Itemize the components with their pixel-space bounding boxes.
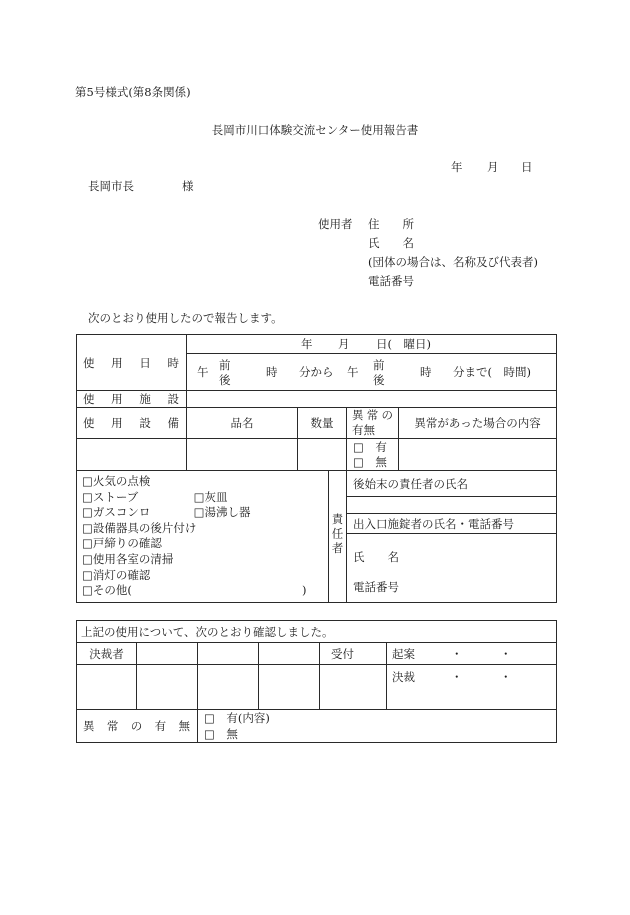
locker-label: 出入口施錠者の氏名・電話番号 — [347, 514, 557, 534]
abnormal-header: 異常の有無 — [347, 408, 399, 439]
abnormal-no-option: □ 無 — [353, 454, 387, 469]
user-label: 使用者 — [318, 217, 353, 231]
reception-stamp-cell — [320, 665, 387, 710]
quantity-header: 数量 — [298, 408, 347, 439]
user-name-label: 氏 名 — [368, 236, 414, 250]
usage-date-year: 年 — [301, 337, 313, 351]
abnormal-yes-option: □ 有 — [353, 439, 387, 454]
checklist-line — [82, 552, 328, 568]
drafted-separator: ・ — [500, 647, 512, 661]
form-number: 第5号様式(第8条関係) — [75, 85, 191, 99]
checklist-line — [82, 583, 328, 599]
approval-stamp-cell — [77, 665, 137, 710]
approved-separator: ・ — [500, 670, 512, 684]
confirmation-abnormal-no: □ 無 — [204, 727, 238, 741]
check-fire: □火気の点検 — [82, 474, 151, 488]
approval-stamp-cell — [259, 665, 320, 710]
confirmation-abnormal-yes: □ 有(内容) — [204, 711, 270, 725]
approval-stamp-row — [77, 665, 557, 710]
usage-datetime-label: 使 用 日 時 — [77, 335, 187, 391]
check-equipment-cleanup: □設備器具の後片付け — [82, 520, 197, 535]
addressee-honorific: 様 — [182, 179, 194, 193]
responsible-label-cell — [329, 471, 347, 603]
equipment-label: 使 用 設 備 — [77, 408, 187, 439]
confirmation-statement-row — [77, 621, 557, 643]
item-name-cell — [187, 439, 298, 471]
usage-facility-row — [77, 391, 557, 408]
report-date-month: 月 — [487, 160, 499, 174]
usage-date-day-weekday: 日( 曜日) — [376, 337, 431, 351]
drafted-date-cell — [387, 643, 557, 665]
user-address-label: 住 所 — [368, 217, 414, 231]
checklist-line — [82, 505, 328, 521]
quantity-cell — [298, 439, 347, 471]
checklist-line — [82, 521, 328, 537]
checklist-line — [82, 536, 328, 552]
end-meridiem: 午 — [347, 365, 359, 379]
locker-phone-label: 電話番号 — [353, 580, 399, 594]
check-gas-stove: □ガスコンロ — [82, 505, 151, 520]
check-room-cleaning: □使用各室の清掃 — [82, 551, 174, 566]
equipment-row — [77, 439, 557, 471]
end-minute: 分まで( 時間) — [453, 365, 531, 379]
usage-date-cell — [187, 335, 557, 354]
user-phone-label: 電話番号 — [368, 274, 414, 288]
report-date-day: 日 — [521, 160, 533, 174]
cleanup-responsible-label: 後始末の責任者の氏名 — [347, 471, 557, 497]
approval-stamp-cell — [137, 665, 198, 710]
usage-time-cell — [187, 354, 557, 391]
checklist-line — [82, 568, 328, 584]
end-am: 前 — [373, 358, 385, 372]
start-am: 前 — [219, 358, 231, 372]
approved-date-cell — [387, 665, 557, 710]
abnormal-details-header: 異常があった場合の内容 — [399, 408, 557, 439]
reception-label: 受付 — [320, 643, 387, 665]
equipment-blank-cell — [77, 439, 187, 471]
check-ashtray: □灰皿 — [193, 489, 228, 504]
abnormal-details-cell — [399, 439, 557, 471]
equipment-header-row — [77, 408, 557, 439]
check-locking: □戸締りの確認 — [82, 536, 162, 551]
usage-date-month: 月 — [338, 337, 350, 351]
check-stove: □ストーブ — [82, 489, 139, 504]
check-other: □その他( — [82, 583, 132, 598]
addressee-name: 長岡市長 — [88, 179, 134, 193]
confirmation-statement: 上記の使用について、次のとおり確認しました。 — [77, 621, 557, 643]
start-meridiem: 午 — [197, 365, 209, 379]
checklist-line — [82, 490, 328, 506]
start-minute: 分から — [299, 365, 334, 379]
start-hour: 時 — [266, 365, 278, 379]
approved-separator: ・ — [451, 670, 463, 684]
approved-label: 決裁 — [392, 670, 415, 684]
cleanup-responsible-name-cell — [347, 497, 557, 514]
abnormal-options-cell — [347, 439, 399, 471]
intro-text: 次のとおり使用したので報告します。 — [88, 311, 283, 325]
approver-label: 決裁者 — [77, 643, 137, 665]
check-lights-off: □消灯の確認 — [82, 567, 151, 582]
drafted-label: 起案 — [392, 647, 415, 661]
approval-header-row — [77, 643, 557, 665]
end-hour: 時 — [420, 365, 432, 379]
confirmation-abnormal-options — [198, 710, 557, 743]
check-other-close: ) — [302, 583, 307, 598]
start-pm: 後 — [219, 373, 231, 387]
approval-stamp-header-1 — [137, 643, 198, 665]
document-title: 長岡市川口体験交流センター使用報告書 — [211, 123, 419, 137]
check-kettle: □湯沸し器 — [193, 505, 251, 520]
item-name-header: 品名 — [187, 408, 298, 439]
approval-stamp-header-2 — [198, 643, 259, 665]
approval-stamp-cell — [198, 665, 259, 710]
checklist-row-a — [77, 471, 557, 497]
drafted-separator: ・ — [451, 647, 463, 661]
responsible-label: 責任者 — [330, 513, 345, 557]
usage-facility-label: 使 用 施 設 — [77, 391, 187, 408]
end-pm: 後 — [373, 373, 385, 387]
confirmation-table — [76, 620, 557, 743]
confirmation-abnormal-row — [77, 710, 557, 743]
locker-name-label: 氏 名 — [353, 550, 399, 564]
approval-stamp-header-3 — [259, 643, 320, 665]
locker-info-cell — [347, 534, 557, 603]
usage-report-table — [76, 334, 557, 603]
confirmation-abnormal-label: 異 常 の 有 無 — [77, 710, 198, 743]
checklist-line — [82, 474, 328, 490]
usage-datetime-row — [77, 335, 557, 354]
user-group-note: (団体の場合は、名称及び代表者) — [368, 255, 538, 269]
checklist-cell — [77, 471, 329, 603]
report-date-year: 年 — [451, 160, 463, 174]
usage-facility-cell — [187, 391, 557, 408]
